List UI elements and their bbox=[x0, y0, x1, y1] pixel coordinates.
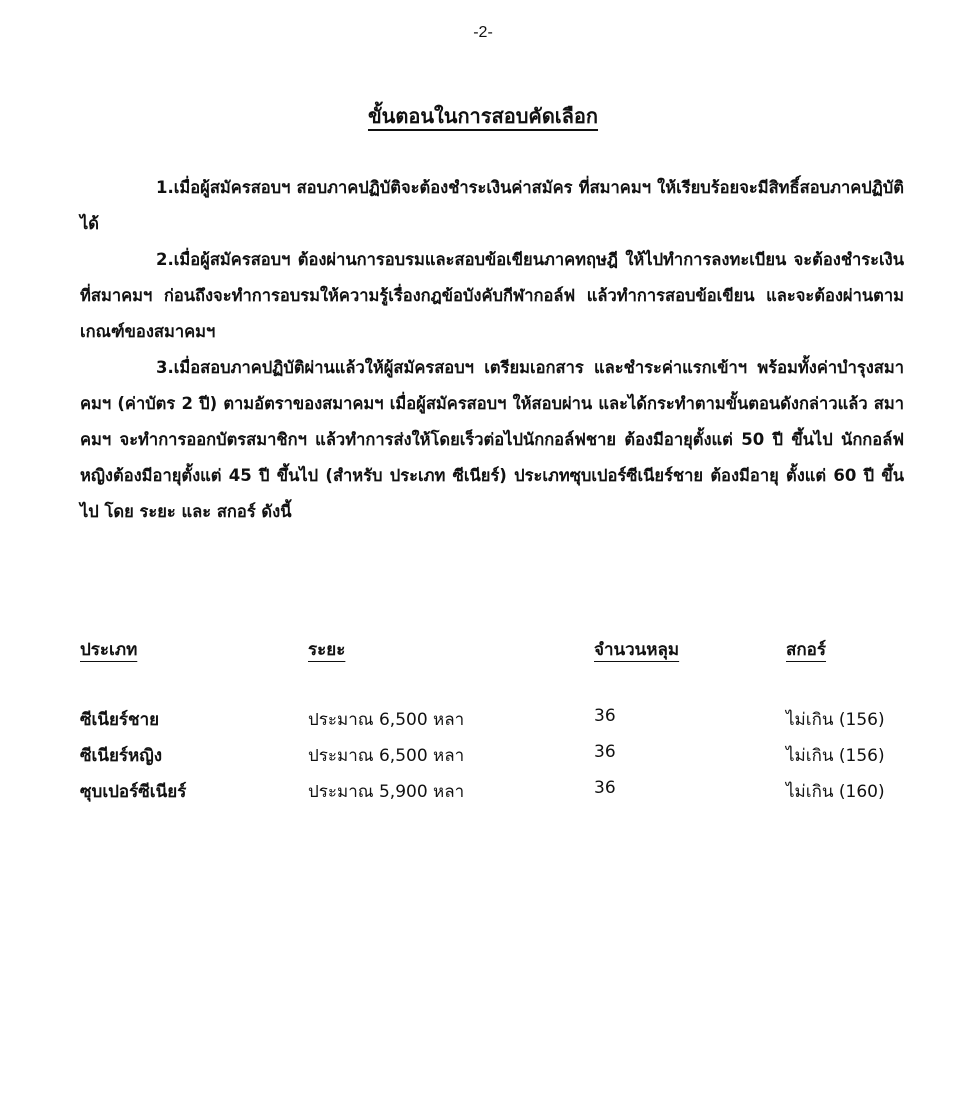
cell-type: ซุบเปอร์ซีเนียร์ bbox=[80, 782, 187, 802]
body-text bbox=[80, 170, 904, 530]
table-row bbox=[80, 778, 904, 814]
page-number: -2- bbox=[473, 24, 493, 41]
header-holes: จำนวนหลุม bbox=[594, 640, 680, 660]
cell-distance: ประมาณ 5,900 หลา bbox=[308, 782, 465, 802]
cell-score: ไม่เกิน (156) bbox=[786, 746, 885, 766]
cell-holes: 36 bbox=[594, 706, 616, 726]
header-type: ประเภท bbox=[80, 640, 138, 660]
cell-score: ไม่เกิน (160) bbox=[786, 782, 885, 802]
paragraph-2: 2.เมื่อผู้สมัครสอบฯ ต้องผ่านการอบรมและสอบข้อเขียนภาคทฤษฎี ให้ไปทำการลงทะเบียน จะต้องชำระเงินที่สมาคมฯ ก่อนถึงจะทำการอบรมให้ความรู้เรื่องกฎข้อบังคับกีฬากอล์ฟ แล้วทำการสอบข้อเขียน และจะต้องผ่านตามเกณฑ์ของสมาคมฯ bbox=[80, 250, 904, 341]
paragraph-3: 3.เมื่อสอบภาคปฏิบัติผ่านแล้วให้ผู้สมัครสอบฯ เตรียมเอกสาร และชำระค่าแรกเข้าฯ พร้อมทั้งค่าบำรุงสมาคมฯ (ค่าบัตร 2 ปี) ตามอัตราของสมาคมฯ เมื่อผู้สมัครสอบฯ ให้สอบผ่าน และได้กระทำตามขั้นตอนดังกล่าวแล้ว สมาคมฯ จะทำการออกบัตรสมาชิกฯ แล้วทำการส่งให้โดยเร็วต่อไปนักกอล์ฟชาย ต้องมีอายุตั้งแต่ 50 ปี ขึ้นไป นักกอล์ฟหญิงต้องมีอายุตั้งแต่ 45 ปี ขึ้นไป (สำหรับ ประเภท ซีเนียร์) ประเภทซุบเปอร์ซีเนียร์ชาย ต้องมีอายุ ตั้งแต่ 60 ปี ขึ้นไป โดย ระยะ และ สกอร์ ดังนี้ bbox=[80, 358, 904, 521]
document-title: ขั้นตอนในการสอบคัดเลือก bbox=[367, 104, 599, 128]
table-row bbox=[80, 706, 904, 742]
cell-type: ซีเนียร์หญิง bbox=[80, 746, 163, 766]
cell-type: ซีเนียร์ชาย bbox=[80, 710, 160, 730]
paragraph-1: 1.เมื่อผู้สมัครสอบฯ สอบภาคปฏิบัติจะต้องชำระเงินค่าสมัคร ที่สมาคมฯ ให้เรียบร้อยจะมีสิทธิ์สอบภาคปฏิบัติได้ bbox=[80, 178, 904, 233]
cell-holes: 36 bbox=[594, 778, 616, 798]
table-row bbox=[80, 742, 904, 778]
cell-score: ไม่เกิน (156) bbox=[786, 710, 885, 730]
table-header-row bbox=[80, 636, 904, 672]
cell-distance: ประมาณ 6,500 หลา bbox=[308, 710, 465, 730]
criteria-table bbox=[80, 636, 904, 814]
header-score: สกอร์ bbox=[786, 640, 827, 660]
cell-holes: 36 bbox=[594, 742, 616, 762]
header-distance: ระยะ bbox=[308, 640, 346, 660]
cell-distance: ประมาณ 6,500 หลา bbox=[308, 746, 465, 766]
